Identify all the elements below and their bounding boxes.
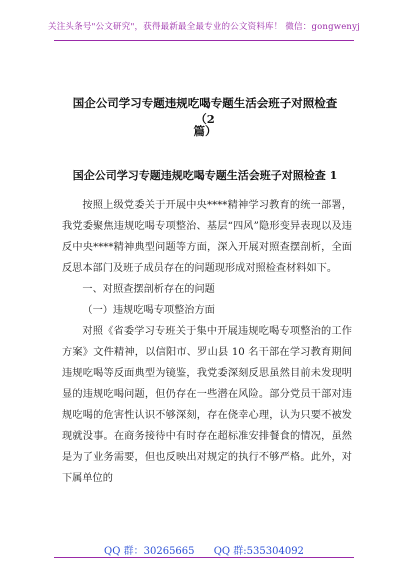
footer-divider bbox=[54, 557, 354, 558]
document-body bbox=[62, 195, 352, 489]
footer-qq-group-2: QQ 群:535304092 bbox=[213, 546, 304, 557]
paragraph-intro: 按照上级党委关于开展中央****精神学习教育的统一部署，我党委聚焦违规吃喝专项整治、基层“四风”隐形变异表现以及违反中央****精神典型问题等方面，深入开展对照查摆剖析，全面反思本部门及班子成员存在的问题现形成对照检查材料如下。 bbox=[62, 200, 352, 274]
document-title-line2: 篇） bbox=[193, 124, 217, 138]
paragraph-detail: 对照《省委学习专班关于集中开展违规吃喝专项整治的工作方案》文件精神，以信阳市、罗山县 10 名干部在学习教育期间违规吃喝等反面典型为镜鉴，我党委深刻反思虽然目前未发现明显的违规吃喝问题，但仍存在一些潜在风险。部分党员干部对违规吃喝的危害性认识不够深刻，存在侥幸心理，认为只要不被发现就没事。在商务接待中有时存在超标准安排餐食的情况，虽然是为了业务需要，但也反映出对规定的执行不够严格。此外，对下属单位的 bbox=[62, 326, 352, 484]
document-subtitle: 国企公司学习专题违规吃喝专题生活会班子对照检查 1 bbox=[72, 169, 338, 182]
footer-qq-group-1: QQ 群：30265665 bbox=[104, 546, 195, 557]
footer-contact bbox=[0, 542, 408, 557]
document-title-line1: 国企公司学习专题违规吃喝专题生活会班子对照检查（2 bbox=[72, 96, 338, 126]
header-banner: 关注头条号"公文研究"，获得最新最全最专业的公文资料库！ 微信：gongwenyj bbox=[48, 22, 360, 32]
header-divider bbox=[54, 40, 354, 41]
subsection-heading-1: （一）违规吃喝专项整治方面 bbox=[82, 305, 215, 316]
section-heading-1: 一、对照查摆剖析存在的问题 bbox=[82, 284, 215, 295]
